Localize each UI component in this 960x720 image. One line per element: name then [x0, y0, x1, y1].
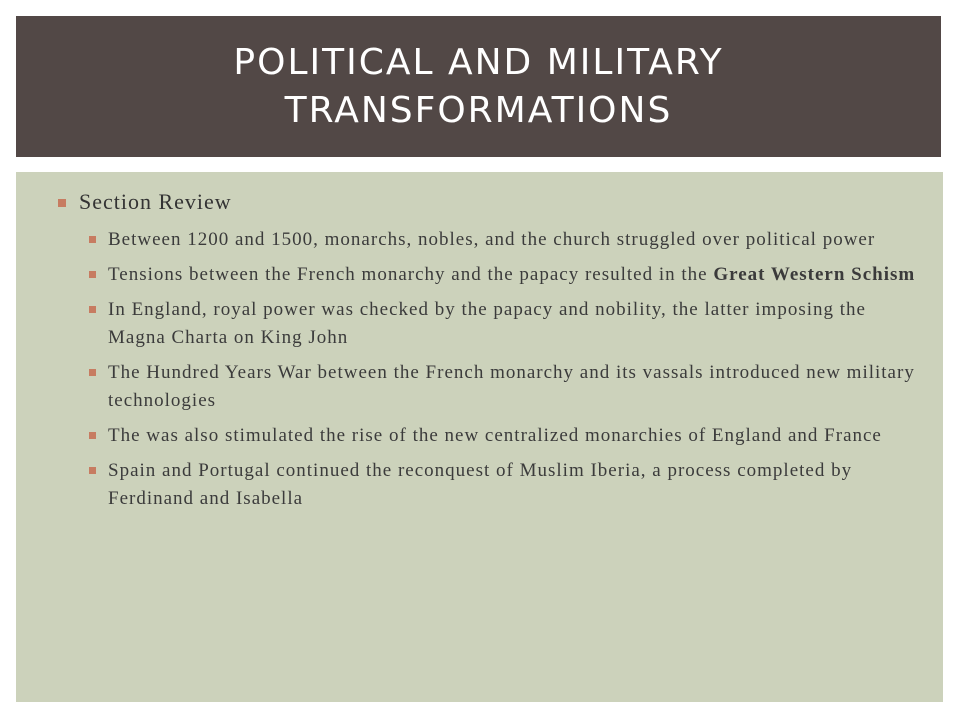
- bullet-item-2: [16, 261, 943, 289]
- bullet-text: Tensions between the French monarchy and the papacy resulted in the: [108, 264, 714, 285]
- content-panel: [16, 172, 943, 702]
- square-bullet-icon: [89, 271, 96, 278]
- slide-title: POLITICAL AND MILITARY TRANSFORMATIONS: [233, 41, 724, 131]
- section-heading-item: [16, 188, 943, 216]
- bullet-item-1: [16, 226, 943, 254]
- bullet-text: Spain and Portugal continued the reconquest of Muslim Iberia, a process completed by Ferdinand and Isabella: [108, 460, 853, 509]
- square-bullet-icon: [89, 236, 96, 243]
- section-heading-row: [16, 188, 943, 216]
- square-bullet-icon: [89, 467, 96, 474]
- section-heading: Section Review: [79, 189, 232, 214]
- square-bullet-icon: [89, 306, 96, 313]
- square-bullet-icon: [89, 369, 96, 376]
- bullet-item-4: [16, 359, 943, 415]
- bullet-emphasis: Great Western Schism: [713, 264, 916, 285]
- bullet-item-5: [16, 422, 943, 450]
- bullet-item-6: [16, 457, 943, 513]
- square-bullet-icon: [89, 432, 96, 439]
- bullet-list: [16, 226, 943, 520]
- bullet-text: The was also stimulated the rise of the new centralized monarchies of England and France: [108, 425, 882, 446]
- square-bullet-icon: [58, 199, 66, 207]
- bullet-item-3: [16, 296, 943, 352]
- title-bar: [16, 16, 941, 157]
- bullet-text: Between 1200 and 1500, monarchs, nobles, and the church struggled over political power: [108, 229, 876, 250]
- bullet-text: In England, royal power was checked by the papacy and nobility, the latter imposing the Magna Charta on King John: [108, 299, 866, 348]
- bullet-text: The Hundred Years War between the French monarchy and its vassals introduced new military technologies: [108, 362, 915, 411]
